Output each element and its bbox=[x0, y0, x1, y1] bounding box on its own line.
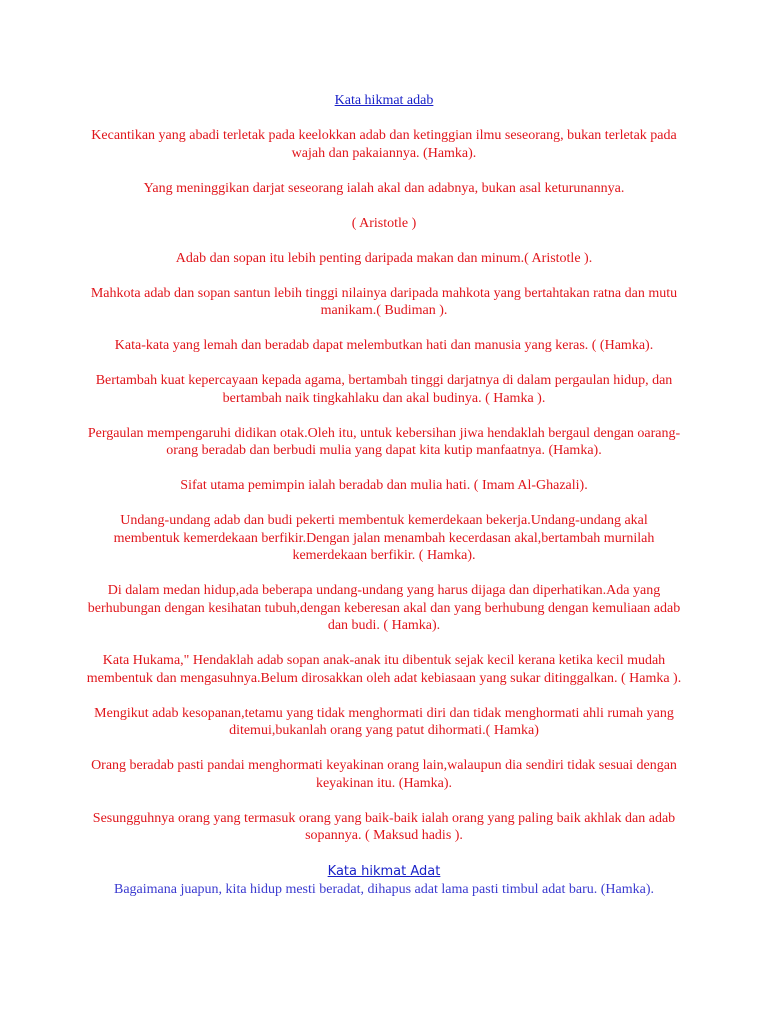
quote-13: Mengikut adab kesopanan,tetamu yang tidak menghormati diri dan tidak menghormati ahli rumah yang ditemui,bukanlah orang yang patut dihormati.( Hamka) bbox=[94, 705, 674, 738]
quote-9: Sifat utama pemimpin ialah beradab dan mulia hati. ( Imam Al-Ghazali). bbox=[180, 478, 588, 493]
quote-7: Bertambah kuat kepercayaan kepada agama, bertambah tinggi darjatnya di dalam pergaulan hidup, dan bertambah naik tingkahlaku dan akal budinya. ( Hamka ). bbox=[95, 373, 673, 406]
quote-12: Kata Hukama," Hendaklah adab sopan anak-anak itu dibentuk sejak kecil kerana ketika kecil mudah membentuk dan mengasuhnya.Belum dirosakkan oleh adat kebiasaan yang sukar ditinggalkan. ( Hamka ). bbox=[86, 653, 682, 686]
quote-10: Undang-undang adab dan budi pekerti membentuk kemerdekaan bekerja.Undang-undang akal membentuk kemerdekaan berfikir.Dengan jalan menambah kecerdasan akal,bertambah murnilah kemerdekaan berfikir. ( Hamka). bbox=[113, 513, 655, 563]
page-title: Kata hikmat adab bbox=[334, 93, 434, 108]
quote-3: ( Aristotle ) bbox=[351, 215, 417, 231]
section-title-adat: Kata hikmat Adat bbox=[327, 863, 441, 879]
document-page bbox=[86, 92, 682, 898]
quote-1: Kecantikan yang abadi terletak pada keelokkan adab dan ketinggian ilmu seseorang, bukan terletak pada wajah dan pakaiannya. (Hamka). bbox=[91, 128, 677, 161]
quote-8: Pergaulan mempengaruhi didikan otak.Oleh itu, untuk kebersihan jiwa hendaklah bergaul dengan oarang-orang beradab dan berbudi mulia yang dapat kita kutip manfaatnya. (Hamka). bbox=[87, 425, 681, 458]
quote-2: Yang meninggikan darjat seseorang ialah akal dan adabnya, bukan asal keturunannya. bbox=[143, 180, 625, 196]
quote-11: Di dalam medan hidup,ada beberapa undang-undang yang harus dijaga dan diperhatikan.Ada yang berhubungan dengan kesihatan tubuh,dengan keberesan akal dan yang berhubung dengan kemuliaan adab dan budi. ( Hamka). bbox=[87, 583, 681, 633]
quote-4: Adab dan sopan itu lebih penting daripada makan dan minum.( Aristotle ). bbox=[175, 250, 593, 266]
quote-adat: Bagaimana juapun, kita hidup mesti beradat, dihapus adat lama pasti timbul adat baru. (Hamka). bbox=[113, 881, 654, 897]
quote-6: Kata-kata yang lemah dan beradab dapat melembutkan hati dan manusia yang keras. ( (Hamka). bbox=[114, 338, 654, 353]
quote-14: Orang beradab pasti pandai menghormati keyakinan orang lain,walaupun dia sendiri tidak sesuai dengan keyakinan itu. (Hamka). bbox=[91, 758, 677, 791]
quote-15: Sesungguhnya orang yang termasuk orang yang baik-baik ialah orang yang paling baik akhlak dan adab sopannya. ( Maksud hadis ). bbox=[92, 810, 676, 843]
quote-5: Mahkota adab dan sopan santun lebih tinggi nilainya daripada mahkota yang bertahtakan ratna dan mutu manikam.( Budiman ). bbox=[90, 285, 678, 318]
